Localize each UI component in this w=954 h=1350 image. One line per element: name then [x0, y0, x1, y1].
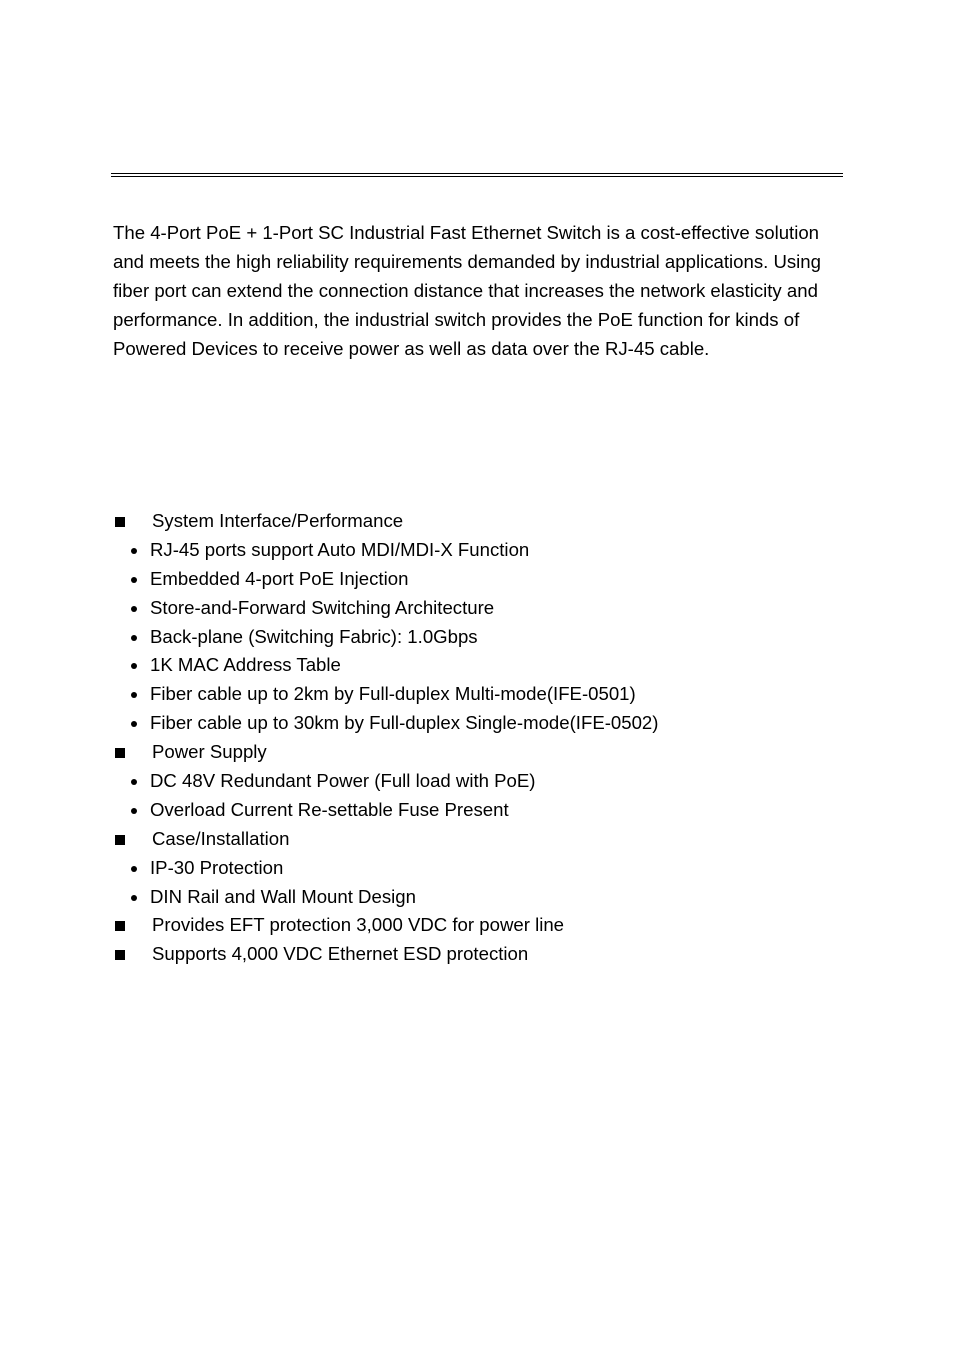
dot-bullet-icon	[131, 866, 137, 872]
feature-item	[0, 536, 954, 565]
feature-heading-label: Supports 4,000 VDC Ethernet ESD protection	[152, 943, 529, 965]
dot-bullet-icon	[131, 895, 137, 901]
dot-bullet-icon	[131, 808, 137, 814]
intro-line: fiber port can extend the connection distance that increases the network elasticity and	[113, 280, 818, 301]
dot-bullet-icon	[131, 721, 137, 727]
dot-bullet-icon	[131, 577, 137, 583]
feature-item	[0, 680, 954, 709]
feature-item	[0, 594, 954, 623]
intro-line: The 4-Port PoE + 1-Port SC Industrial Fast Ethernet Switch is a cost-effective solution	[113, 222, 820, 243]
square-bullet-icon	[115, 950, 125, 960]
feature-item-label: DC 48V Redundant Power (Full load with PoE)	[150, 770, 536, 792]
feature-heading-label: Power Supply	[152, 741, 267, 763]
feature-heading-system	[0, 507, 954, 536]
feature-item	[0, 796, 954, 825]
feature-item-label: Store-and-Forward Switching Architecture	[150, 596, 495, 618]
feature-item	[0, 623, 954, 652]
feature-item-label: RJ-45 ports support Auto MDI/MDI-X Function	[150, 538, 530, 560]
feature-heading-label: System Interface/Performance	[152, 510, 404, 531]
dot-bullet-icon	[131, 779, 137, 785]
feature-item-label: 1K MAC Address Table	[150, 654, 341, 676]
features-list	[0, 507, 954, 969]
feature-item	[0, 767, 954, 796]
square-bullet-icon	[115, 517, 125, 527]
feature-item-label: IP-30 Protection	[150, 856, 284, 878]
header-rule-top	[111, 173, 843, 174]
feature-item-label: Fiber cable up to 2km by Full-duplex Multi-mode(IFE-0501)	[150, 683, 636, 705]
feature-heading-case	[0, 825, 954, 854]
feature-item-label: Back-plane (Switching Fabric): 1.0Gbps	[150, 625, 478, 647]
feature-item	[0, 854, 954, 883]
square-bullet-icon	[115, 921, 125, 931]
square-bullet-icon	[115, 748, 125, 758]
feature-heading-label: Case/Installation	[152, 827, 290, 849]
feature-item-label: Embedded 4-port PoE Injection	[150, 567, 409, 589]
feature-item	[0, 565, 954, 594]
dot-bullet-icon	[131, 663, 137, 669]
feature-heading-label: Provides EFT protection 3,000 VDC for power line	[152, 914, 565, 936]
header-rule-bottom	[111, 176, 843, 177]
feature-item	[0, 651, 954, 680]
square-bullet-icon	[115, 835, 125, 845]
feature-heading-power	[0, 738, 954, 767]
feature-item	[0, 709, 954, 738]
feature-item-label: Overload Current Re-settable Fuse Present	[150, 798, 509, 820]
intro-paragraph	[113, 218, 848, 363]
intro-line: Powered Devices to receive power as well as data over the RJ-45 cable.	[113, 338, 710, 359]
intro-line: and meets the high reliability requirements demanded by industrial applications. Using	[113, 251, 821, 272]
feature-item-label: DIN Rail and Wall Mount Design	[150, 885, 416, 907]
dot-bullet-icon	[131, 606, 137, 612]
feature-heading-esd	[0, 940, 954, 969]
dot-bullet-icon	[131, 692, 137, 698]
intro-line: performance. In addition, the industrial switch provides the PoE function for kinds of	[113, 309, 800, 330]
feature-heading-eft	[0, 911, 954, 940]
feature-item-label: Fiber cable up to 30km by Full-duplex Single-mode(IFE-0502)	[150, 712, 659, 734]
dot-bullet-icon	[131, 635, 137, 641]
dot-bullet-icon	[131, 548, 137, 554]
feature-item	[0, 883, 954, 912]
